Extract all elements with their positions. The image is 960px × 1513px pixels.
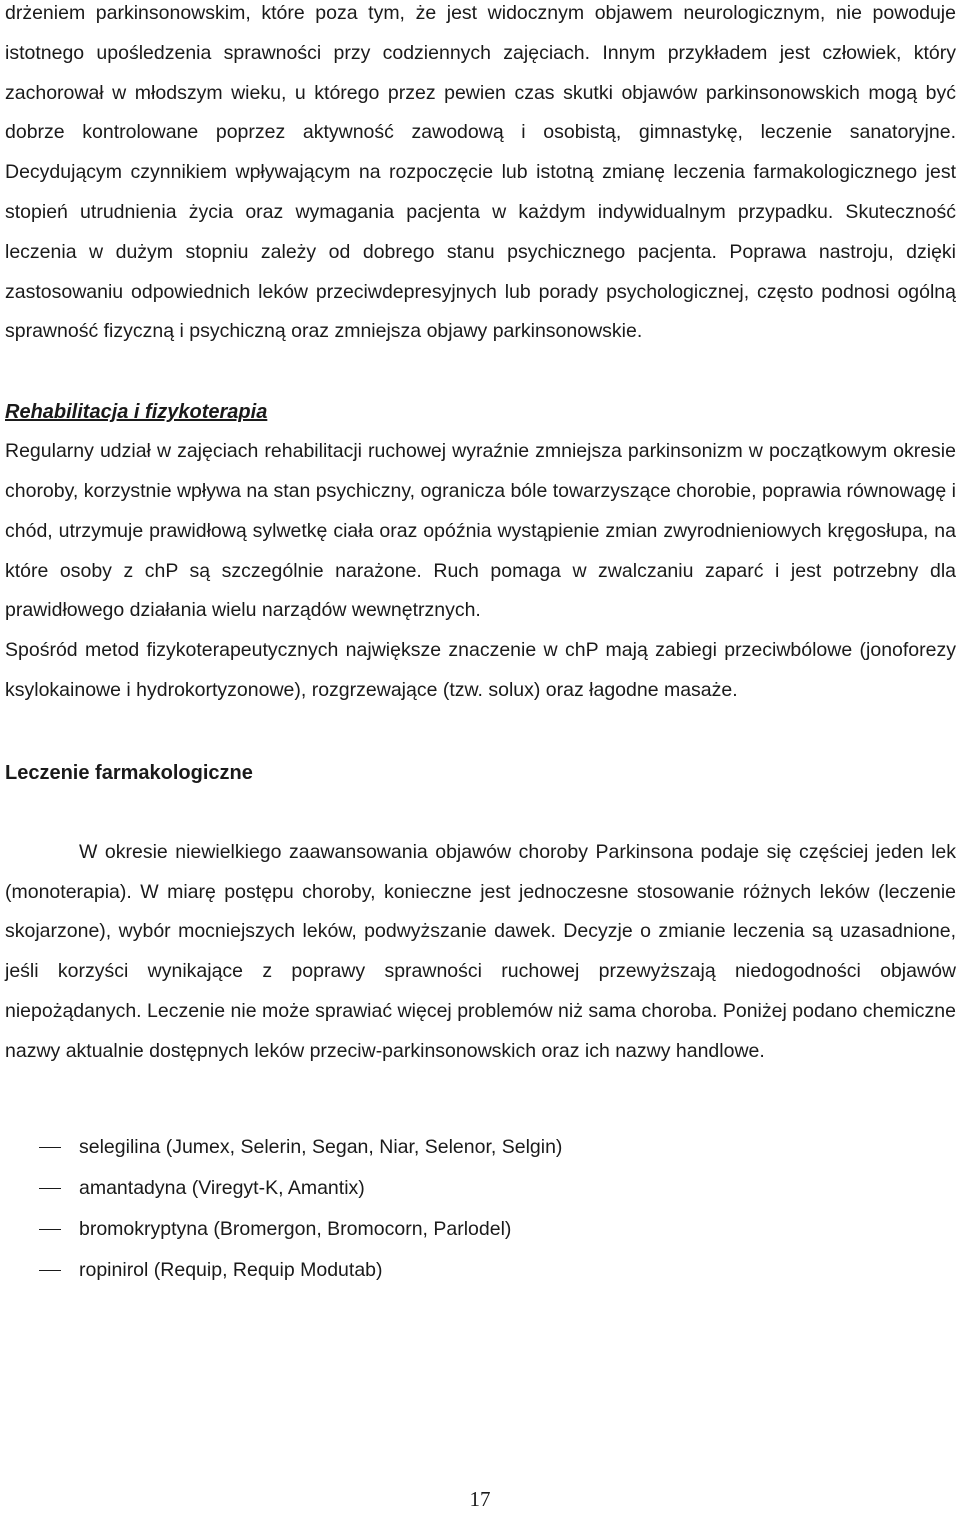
intro-paragraph: drżeniem parkinsonowskim, które poza tym, że jest widocznym objawem neurologicznym, nie powoduje istotnego upośledzenia sprawności przy codziennych zajęciach. Innym przykładem jest człowiek, który zachorował w młodszym wieku, u którego przez pewien czas skutki objawów parkinsonowskich mogą być dobrze kontrolowane poprzez aktywność zawodową i osobistą, gimnastykę, leczenie sanatoryjne. Decydującym czynnikiem wpływającym na rozpoczęcie lub istotną zmianę leczenia farmakologicznego jest stopień utrudnienia życia oraz wymagania pacjenta w każdym indywidualnym przypadku. Skuteczność leczenia w dużym stopniu zależy od dobrego stanu psychicznego pacjenta. Poprawa nastroju, dzięki zastosowaniu odpowiednich leków przeciwdepresyjnych lub porady psychologicznej, często podnosi ogólną sprawność fizyczną i psychiczną oraz zmniejsza objawy parkinsonowskie.	[5, 2, 956, 343]
dash-bullet	[39, 1270, 61, 1271]
rehab-paragraph-1: Regularny udział w zajęciach rehabilitacji ruchowej wyraźnie zmniejsza parkinsonizm w początkowym okresie choroby, korzystnie wpływa na stan psychiczny, ogranicza bóle towarzyszące chorobie, poprawia równowagę i chód, utrzymuje prawidłową sylwetkę ciała oraz opóźnia wystąpienie zmian zwyrodnieniowych kręgosłupa, na które osoby z chP są szczególnie narażone. Ruch pomaga w zwalczaniu zaparć i jest potrzebny dla prawidłowego działania wielu narządów wewnętrznych.	[5, 440, 956, 622]
list-item	[5, 1127, 956, 1168]
list-item	[5, 1250, 956, 1291]
document-page	[5, 0, 956, 1292]
dash-bullet	[39, 1229, 61, 1230]
drug-name: selegilina (Jumex, Selerin, Segan, Niar, Selenor, Selgin)	[79, 1135, 563, 1158]
drug-name: amantadyna (Viregyt-K, Amantix)	[79, 1176, 365, 1199]
drug-list	[5, 1127, 956, 1292]
drug-name: bromokryptyna (Bromergon, Bromocorn, Parlodel)	[79, 1218, 512, 1241]
pharma-paragraph: W okresie niewielkiego zaawansowania objawów choroby Parkinsona podaje się częściej jeden lek (monoterapia). W miarę postępu choroby, konieczne jest jednoczesne stosowanie różnych leków (leczenie skojarzone), wybór mocniejszych leków, podwyższanie dawek. Decyzje o zmianie leczenia są uzasadnione, jeśli korzyści wynikające z poprawy sprawności ruchowej przewyższają niedogodności objawów niepożądanych. Leczenie nie może sprawiać więcej problemów niż sama choroba. Poniżej podano chemiczne nazwy aktualnie dostępnych leków przeciw-parkinsonowskich oraz ich nazwy handlowe.	[5, 840, 956, 1062]
list-item	[5, 1209, 956, 1250]
drug-name: ropinirol (Requip, Requip Modutab)	[79, 1259, 383, 1282]
list-item	[5, 1168, 956, 1209]
dash-bullet	[39, 1147, 61, 1148]
page-number: 17	[469, 1487, 491, 1511]
rehab-heading: Rehabilitacja i fizykoterapia	[5, 401, 268, 424]
rehab-paragraph-2: Spośród metod fizykoterapeutycznych największe znaczenie w chP mają zabiegi przeciwbólowe (jonoforezy ksylokainowe i hydrokortyzonowe), rozgrzewające (tzw. solux) oraz łagodne masaże.	[5, 639, 956, 701]
dash-bullet	[39, 1188, 61, 1189]
pharma-heading: Leczenie farmakologiczne	[5, 761, 253, 784]
